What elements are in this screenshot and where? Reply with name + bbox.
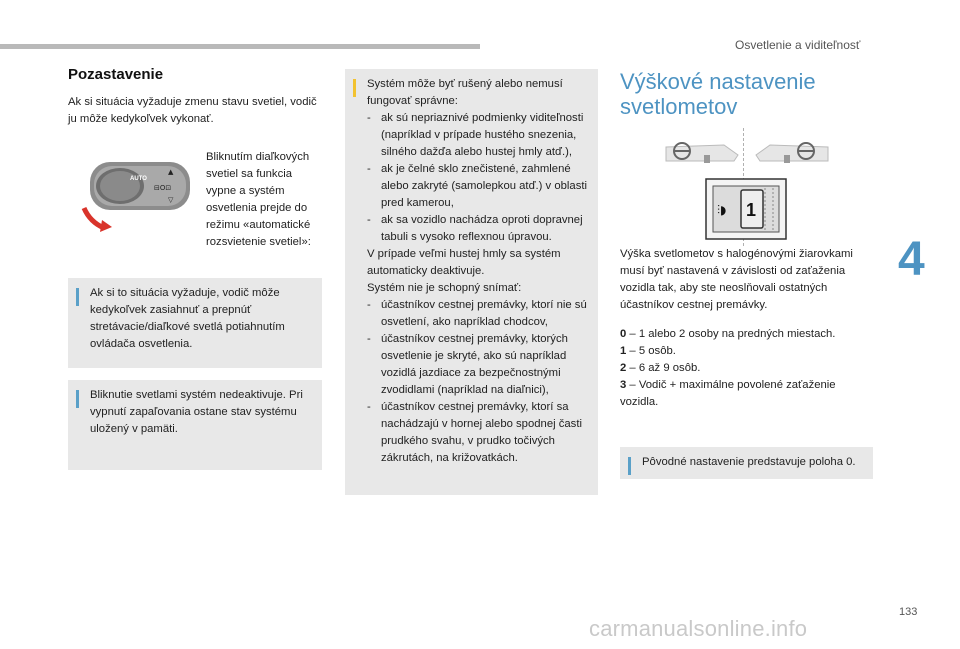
note-4-text: Pôvodné nastavenie predstavuje poloha 0. (642, 456, 856, 468)
svg-text:⊟O⊡: ⊟O⊡ (154, 184, 172, 192)
info-marker-icon (628, 457, 631, 475)
section-title: Osvetlenie a viditeľnosť (735, 38, 861, 52)
note-box-2 (68, 380, 322, 470)
auto-label: AUTO (130, 176, 147, 182)
list-item: - ak je čelné sklo znečistené, zahmlené alebo zakryté (samolepkou atď.) v oblasti pred kamerou, (367, 163, 587, 209)
list-item: 0 – 1 alebo 2 osoby na predných miestach. (620, 328, 836, 340)
level-list (620, 326, 875, 411)
info-marker-icon (76, 288, 79, 306)
stalk-description: Bliknutím diaľkových svetiel sa funkcia vypne a systém osvetlenia prejde do režimu «automatické rozsvietenie svetiel»: (206, 151, 311, 248)
heading-pozastavenie: Pozastavenie (68, 66, 164, 83)
note-2-text: Bliknutie svetlami systém nedeaktivuje. Pri vypnutí zapaľovania ostane stav systému uložený v pamäti. (90, 389, 303, 435)
note-1-text: Ak si to situácia vyžaduje, vodič môže kedykoľvek zasiahnuť a prepnúť stretávacie/diaľkové svetlá potiahnutím ovládača osvetlenia. (90, 287, 285, 350)
note-3-content (367, 76, 592, 467)
light-stalk-illustration (80, 156, 200, 236)
headlamp-paragraph: Výška svetlometov s halogénovými žiarovkami musí byť nastavená v závislosti od zaťaženia vozidla tak, aby ste neoslňovali ostatných účastníkov cestnej premávky. (620, 248, 853, 311)
list-item: 2 – 6 až 9 osôb. (620, 362, 701, 374)
heading-headlamp-adjustment: Výškové nastavenie svetlometov (620, 69, 816, 119)
list-item: 3 – Vodič + maximálne povolené zaťaženie vozidla. (620, 379, 836, 408)
dial-value: 1 (746, 200, 757, 220)
page-number: 133 (899, 606, 918, 618)
svg-text:▲: ▲ (168, 168, 174, 176)
note-box-1 (68, 278, 322, 368)
headlamp-leveling-dial (705, 178, 787, 240)
car-loaded-rear-icon (664, 137, 742, 169)
header-rule (0, 44, 480, 49)
note-box-3 (345, 69, 598, 495)
red-arrow-icon (84, 208, 104, 228)
list-item: - účastníkov cestnej premávky, ktorí sa nachádzajú v hornej alebo spodnej časti prudkého svahu, v prudko točivých zákrutách, na križovatkách. (367, 401, 582, 464)
list-item: - účastníkov cestnej premávky, ktorí nie sú osvetlení, ako napríklad chodcov, (367, 299, 587, 328)
intro-paragraph: Ak si situácia vyžaduje zmenu stavu svetiel, vodič ju môže kedykoľvek vykonať. (68, 96, 317, 125)
list-item: 1 – 5 osôb. (620, 345, 676, 357)
svg-text:▽: ▽ (168, 196, 174, 204)
warning-marker-icon (353, 79, 356, 97)
list-item: - ak sú nepriaznivé podmienky viditeľnosti (napríklad v prípade hustého snezenia, silného dažďa alebo hustej hmly atď.), (367, 112, 584, 158)
note-box-4 (620, 447, 873, 479)
note-3-para2: V prípade veľmi hustej hmly sa systém automaticky deaktivuje. (367, 248, 561, 277)
note-3-para3: Systém nie je schopný snímať: (367, 282, 522, 294)
chapter-number: 4 (898, 233, 925, 286)
watermark: carmanualsonline.info (589, 616, 808, 641)
note-3-intro: Systém môže byť rušený alebo nemusí fungovať správne: (367, 78, 563, 107)
info-marker-icon (76, 390, 79, 408)
car-unloaded-icon (752, 137, 830, 169)
list-item: - ak sa vozidlo nachádza oproti dopravnej tabuli s vysoko reflexnou úpravou. (367, 214, 583, 243)
list-item: - účastníkov cestnej premávky, ktorých osvetlenie je skryté, ako sú napríklad vozidlá jazdiace za bezpečnostnými zvodidlami (napríklad na diaľnici), (367, 333, 568, 396)
headlamp-icon: ⫶◗ (717, 203, 727, 217)
